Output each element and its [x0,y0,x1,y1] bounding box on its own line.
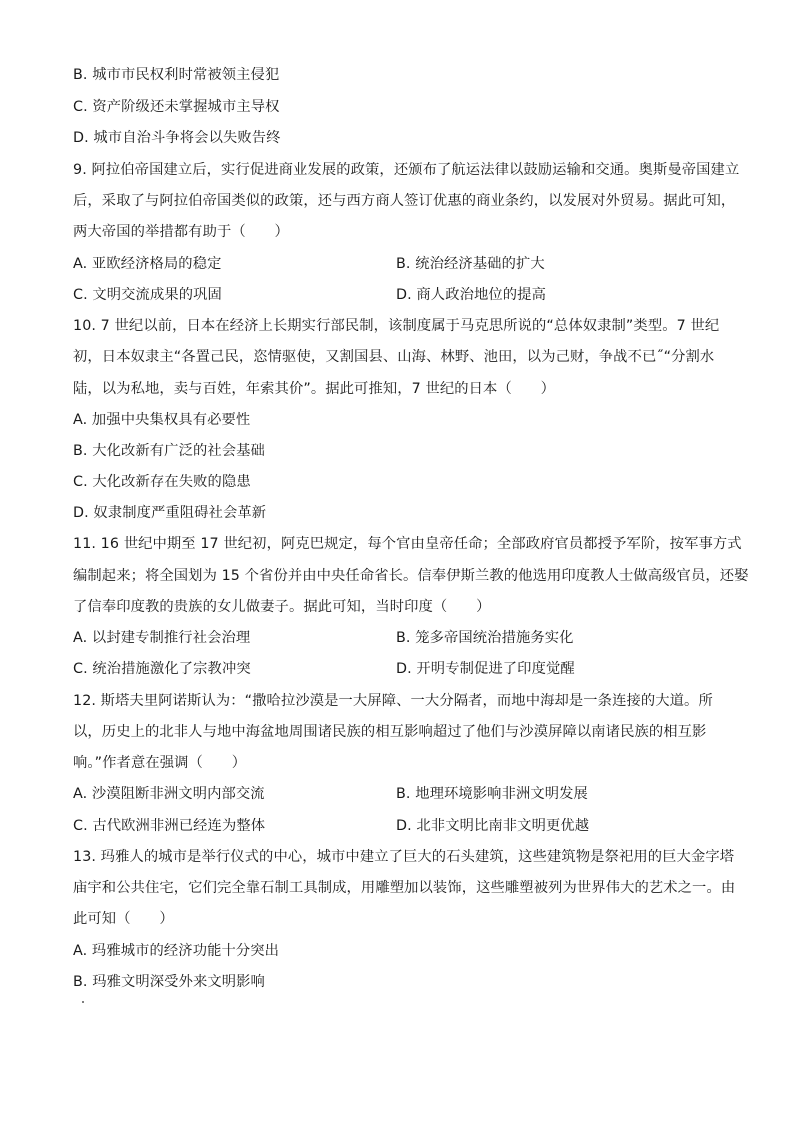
q11-stem-line: 编制起来；将全国划为 15 个省份并由中央任命省长。信奉伊斯兰教的他选用印度教人士做高级官员，还娶 [73,568,749,584]
q12-option-a: A. 沙漠阻断非洲文明内部交流 [73,786,265,802]
q12-stem-line: 响。”作者意在强调（ ） [73,755,247,771]
q9-stem-line: 后，采取了与阿拉伯帝国类似的政策，还与西方商人签订优惠的商业条约，以发展对外贸易。据此可知， [73,193,736,209]
q10-option-b: B. 大化改新有广泛的社会基础 [73,443,265,459]
q8-option-d: D. 城市自治斗争将会以失败告终 [73,130,281,146]
q9-option-d: D. 商人政治地位的提高 [396,287,546,303]
q10-stem-line: 10. 7 世纪以前，日本在经济上长期实行部民制，该制度属于马克思所说的“总体奴隶制”类型。7 世纪 [73,318,720,334]
q10-option-d: D. 奴隶制度严重阻碍社会革新 [73,505,267,521]
q12-option-d: D. 北非文明比南非文明更优越 [396,818,590,834]
q11-option-d: D. 开明专制促进了印度觉醒 [396,661,575,677]
q8-option-c: C. 资产阶级还未掌握城市主导权 [73,99,280,115]
q10-option-c: C. 大化改新存在失败的隐患 [73,474,251,490]
q8-option-b: B. 城市市民权利时常被领主侵犯 [73,67,280,83]
q13-stem-line: 13. 玛雅人的城市是举行仪式的中心，城市中建立了巨大的石头建筑，这些建筑物是祭祀用的巨大金字塔 [73,849,735,865]
q11-stem-line: 11. 16 世纪中期至 17 世纪初，阿克巴规定，每个官由皇帝任命；全部政府官员都授予军阶，按军事方式 [73,536,742,552]
q9-option-a: A. 亚欧经济格局的稳定 [73,256,222,272]
q10-option-a: A. 加强中央集权具有必要性 [73,412,251,428]
q11-option-a: A. 以封建专制推行社会治理 [73,630,251,646]
q13-option-a: A. 玛雅城市的经济功能十分突出 [73,943,280,959]
q11-option-b: B. 笼多帝国统治措施务实化 [396,630,574,646]
scan-speck [82,1001,84,1003]
q13-stem-line: 庙宇和公共住宅，它们完全靠石制工具制成，用雕塑加以装饰，这些雕塑被列为世界伟大的艺术之一。由 [73,880,736,896]
q12-stem-line: 以，历史上的北非人与地中海盆地周围诸民族的相互影响超过了他们与沙漠屏障以南诸民族的相互影 [73,724,707,740]
q10-stem-line: 陆，以为私地，卖与百姓，年索其价”。据此可推知，7 世纪的日本（ ） [73,381,556,397]
q13-option-b: B. 玛雅文明深受外来文明影响 [73,974,265,990]
q10-stem-line: 初，日本奴隶主“各置己民，恣情驱使，又割国县、山海、林野、池田，以为己财，争战不已˝“分割水 [73,349,715,365]
q9-stem-line: 两大帝国的举措都有助于（ ） [73,224,289,240]
q9-stem-line: 9. 阿拉伯帝国建立后，实行促进商业发展的政策，还颁布了航运法律以鼓励运输和交通。奥斯曼帝国建立 [73,162,740,178]
q12-option-b: B. 地理环境影响非洲文明发展 [396,786,588,802]
q12-stem-line: 12. 斯塔夫里阿诺斯认为：“撒哈拉沙漠是一大屏障、一大分隔者，而地中海却是一条连接的大道。所 [73,693,713,709]
q12-option-c: C. 古代欧洲非洲已经连为整体 [73,818,266,834]
q9-option-c: C. 文明交流成果的巩固 [73,287,222,303]
q13-stem-line: 此可知（ ） [73,911,174,927]
q11-option-c: C. 统治措施激化了宗教冲突 [73,661,251,677]
q11-stem-line: 了信奉印度教的贵族的女儿做妻子。据此可知，当时印度（ ） [73,599,491,615]
q9-option-b: B. 统治经济基础的扩大 [396,256,545,272]
